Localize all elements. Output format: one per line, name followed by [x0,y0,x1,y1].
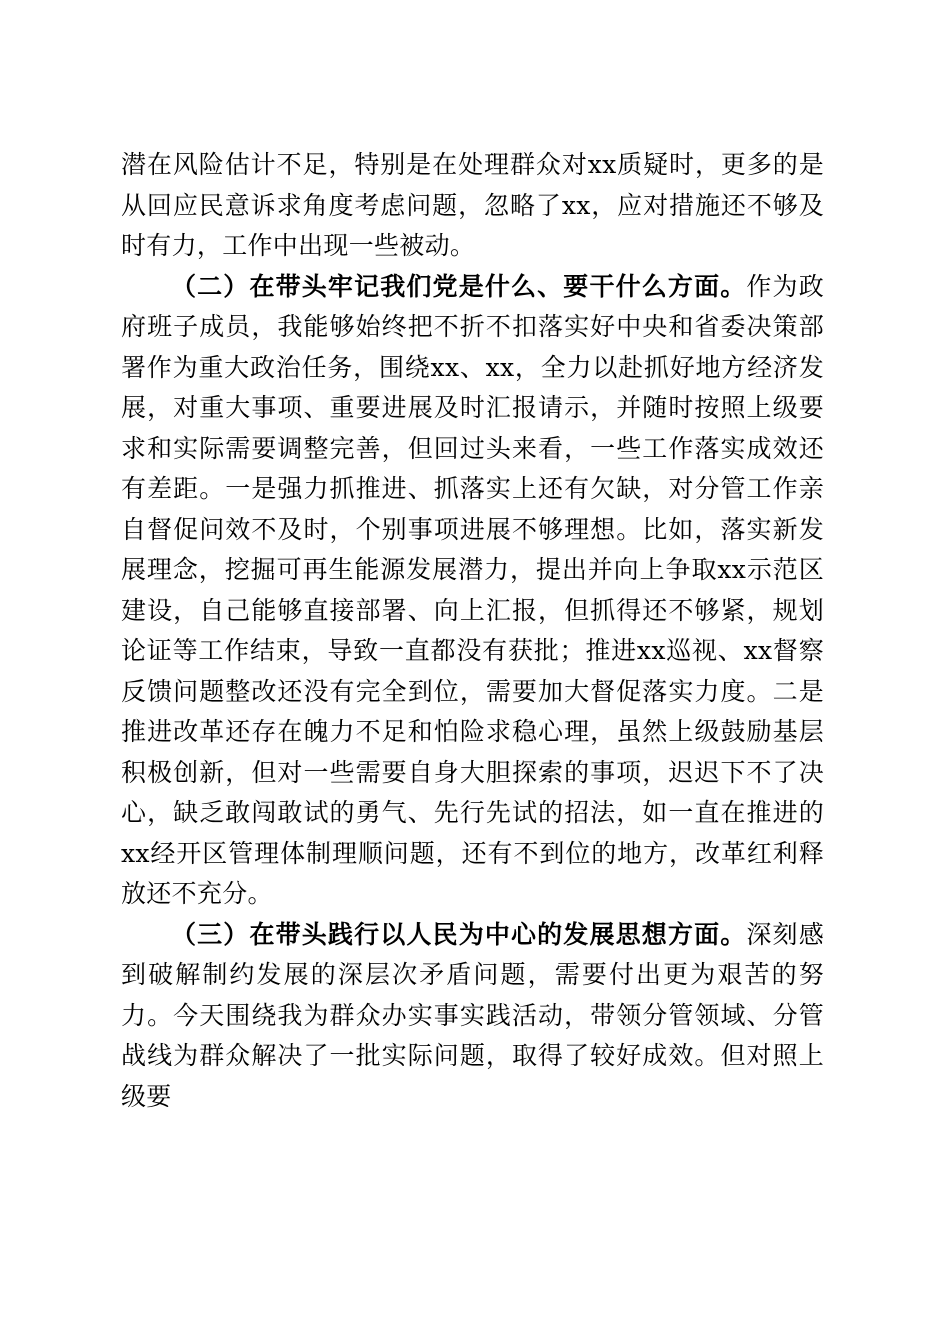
section-2-body: 作为政府班子成员，我能够始终把不折不扣落实好中央和省委决策部署作为重大政治任务，围绕xx、xx，全力以赴抓好地方经济发展，对重大事项、重要进展及时汇报请示，并随时按照上级要求和实际需要调整完善，但回过头来看，一些工作落实成效还有差距。一是强力抓推进、抓落实上还有欠缺，对分管工作亲自督促问效不及时，个别事项进展不够理想。比如，落实新发展理念，挖掘可再生能源发展潜力，提出并向上争取xx示范区建设，自己能够直接部署、向上汇报，但抓得还不够紧，规划论证等工作结束，导致一直都没有获批；推进xx巡视、xx督察反馈问题整改还没有完全到位，需要加大督促落实力度。二是推进改革还存在魄力不足和怕险求稳心理，虽然上级鼓励基层积极创新，但对一些需要自身大胆探索的事项，迟迟下不了决心，缺乏敢闯敢试的勇气、先行先试的招法，如一直在推进的xx经开区管理体制理顺问题，还有不到位的地方，改革红利释放还不充分。 [121,271,824,908]
continued-paragraph: 潜在风险估计不足，特别是在处理群众对xx质疑时，更多的是从回应民意诉求角度考虑问题，忽略了xx，应对措施还不够及时有力，工作中出现一些被动。 [121,150,824,260]
section-2-heading: （二）在带头牢记我们党是什么、要干什么方面。 [171,271,747,301]
section-3-heading: （三）在带头践行以人民为中心的发展思想方面。 [171,919,747,949]
section-3-body: 深刻感到破解制约发展的深层次矛盾问题，需要付出更为艰苦的努力。今天围绕我为群众办实事实践活动，带领分管领域、分管战线为群众解决了一批实际问题，取得了较好成效。但对照上级要 [121,919,824,1111]
section-2-paragraph [121,267,824,915]
section-3-paragraph [121,915,824,1118]
document-body [121,145,824,1117]
